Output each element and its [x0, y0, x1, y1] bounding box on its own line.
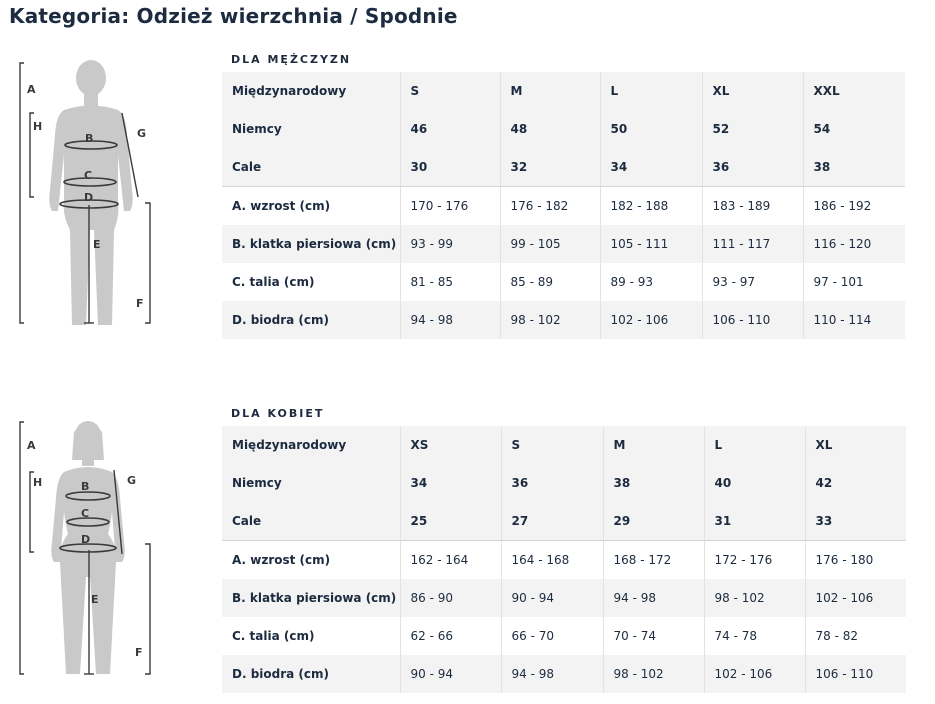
page-title: Kategoria: Odzież wierzchnia / Spodnie	[9, 4, 458, 28]
women-section-label: DLA KOBIET	[231, 407, 325, 420]
table-cell: 99 - 105	[500, 225, 600, 263]
table-cell: 98 - 102	[603, 655, 704, 693]
table-cell: 42	[805, 464, 906, 502]
table-cell: M	[603, 426, 704, 464]
row-label: C. talia (cm)	[222, 263, 400, 301]
table-row	[222, 110, 905, 148]
table-cell: L	[704, 426, 805, 464]
row-label: D. biodra (cm)	[222, 301, 400, 339]
table-cell: 116 - 120	[803, 225, 905, 263]
table-cell: 176 - 180	[815, 553, 874, 567]
table-cell: 102 - 106	[805, 579, 906, 617]
table-row	[222, 148, 905, 187]
table-cell: 31	[704, 502, 805, 541]
table-cell: 54	[803, 110, 905, 148]
table-cell: 40	[704, 464, 805, 502]
female-body-diagram	[14, 412, 164, 697]
table-cell: 98 - 102	[704, 579, 805, 617]
table-cell: 34	[400, 464, 501, 502]
table-cell: 86 - 90	[400, 579, 501, 617]
table-cell: 93 - 97	[702, 263, 803, 301]
table-cell: 168 - 172	[603, 541, 704, 580]
men-size-table	[222, 72, 905, 339]
table-cell: 106 - 110	[805, 655, 906, 693]
table-cell: 102 - 106	[704, 655, 805, 693]
letter-a: A	[27, 83, 36, 96]
row-label: B. klatka piersiowa (cm)	[222, 225, 400, 263]
table-cell: 186 - 192	[813, 199, 872, 213]
table-row	[222, 426, 906, 464]
table-cell: 111 - 117	[702, 225, 803, 263]
table-cell: XS	[400, 426, 501, 464]
table-cell: 27	[501, 502, 603, 541]
table-cell: 93 - 99	[400, 225, 500, 263]
table-cell: 46	[400, 110, 500, 148]
table-cell: 183 - 189	[702, 187, 803, 226]
row-label: Niemcy	[222, 110, 400, 148]
table-cell: 81 - 85	[400, 263, 500, 301]
table-cell: 52	[702, 110, 803, 148]
row-label: Cale	[222, 502, 400, 541]
table-row	[222, 502, 906, 541]
table-row	[222, 464, 906, 502]
table-cell: 182 - 188	[600, 187, 702, 226]
table-cell: 29	[603, 502, 704, 541]
table-cell: 162 - 164	[400, 541, 501, 580]
table-cell: 94 - 98	[400, 301, 500, 339]
table-cell: 30	[400, 148, 500, 187]
letter-e: E	[91, 593, 99, 606]
table-cell: 38	[803, 148, 905, 187]
letter-c: C	[81, 507, 90, 520]
table-cell: 33	[805, 502, 906, 541]
table-cell: 38	[603, 464, 704, 502]
table-cell: 89 - 93	[600, 263, 702, 301]
row-label: Międzynarodowy	[222, 72, 400, 110]
table-cell: 106 - 110	[702, 301, 803, 339]
row-label: Międzynarodowy	[222, 426, 400, 464]
letter-e: E	[93, 238, 101, 251]
letter-d: D	[81, 533, 91, 546]
table-cell: 176 - 182	[500, 187, 600, 226]
table-cell: 32	[500, 148, 600, 187]
letter-g: G	[137, 127, 147, 140]
table-cell: 48	[500, 110, 600, 148]
letter-f: F	[136, 297, 144, 310]
table-row	[222, 655, 906, 693]
table-cell: 50	[600, 110, 702, 148]
table-cell: S	[501, 426, 603, 464]
letter-g: G	[127, 474, 137, 487]
table-cell: 78 - 82	[815, 629, 858, 643]
row-label: Niemcy	[222, 464, 400, 502]
letter-f: F	[135, 646, 143, 659]
table-cell: XL	[805, 426, 906, 464]
table-cell: 36	[501, 464, 603, 502]
table-row	[222, 301, 905, 339]
table-cell: 102 - 106	[600, 301, 702, 339]
table-cell: 172 - 176	[704, 541, 805, 580]
row-label: D. biodra (cm)	[222, 655, 400, 693]
table-cell: M	[500, 72, 600, 110]
letter-b: B	[81, 480, 90, 493]
table-cell: 98 - 102	[500, 301, 600, 339]
table-cell: XL	[702, 72, 803, 110]
table-cell: XXL	[803, 72, 905, 110]
table-cell: 105 - 111	[600, 225, 702, 263]
table-cell: 70 - 74	[603, 617, 704, 655]
letter-h: H	[33, 120, 43, 133]
table-cell: 94 - 98	[603, 579, 704, 617]
table-cell: 85 - 89	[500, 263, 600, 301]
table-cell: 94 - 98	[501, 655, 603, 693]
letter-b: B	[85, 132, 94, 145]
table-cell: 62 - 66	[400, 617, 501, 655]
row-label: C. talia (cm)	[222, 617, 400, 655]
table-row	[222, 263, 905, 301]
table-cell: 170 - 176	[400, 187, 500, 226]
table-row	[222, 187, 905, 226]
table-cell: 25	[400, 502, 501, 541]
letter-a: A	[27, 439, 36, 452]
table-cell: 34	[600, 148, 702, 187]
table-cell: 74 - 78	[704, 617, 805, 655]
table-cell: 97 - 101	[813, 275, 864, 289]
table-row	[222, 617, 906, 655]
table-cell: L	[600, 72, 702, 110]
table-cell: 36	[702, 148, 803, 187]
letter-d: D	[84, 191, 94, 204]
row-label: B. klatka piersiowa (cm)	[222, 579, 400, 617]
table-row	[222, 225, 905, 263]
letter-c: C	[84, 169, 93, 182]
row-label: Cale	[222, 148, 400, 187]
table-cell: S	[400, 72, 500, 110]
row-label: A. wzrost (cm)	[222, 541, 400, 580]
table-cell: 164 - 168	[501, 541, 603, 580]
row-label: A. wzrost (cm)	[222, 187, 400, 226]
table-cell: 90 - 94	[400, 655, 501, 693]
women-size-table	[222, 426, 906, 693]
table-row	[222, 72, 905, 110]
table-row	[222, 579, 906, 617]
female-silhouette-icon	[51, 421, 124, 674]
table-row	[222, 541, 906, 580]
men-section-label: DLA MĘŻCZYZN	[231, 53, 352, 66]
table-cell: 66 - 70	[501, 617, 603, 655]
table-cell: 90 - 94	[501, 579, 603, 617]
male-body-diagram	[14, 55, 164, 340]
letter-h: H	[33, 476, 43, 489]
table-cell: 110 - 114	[803, 301, 905, 339]
